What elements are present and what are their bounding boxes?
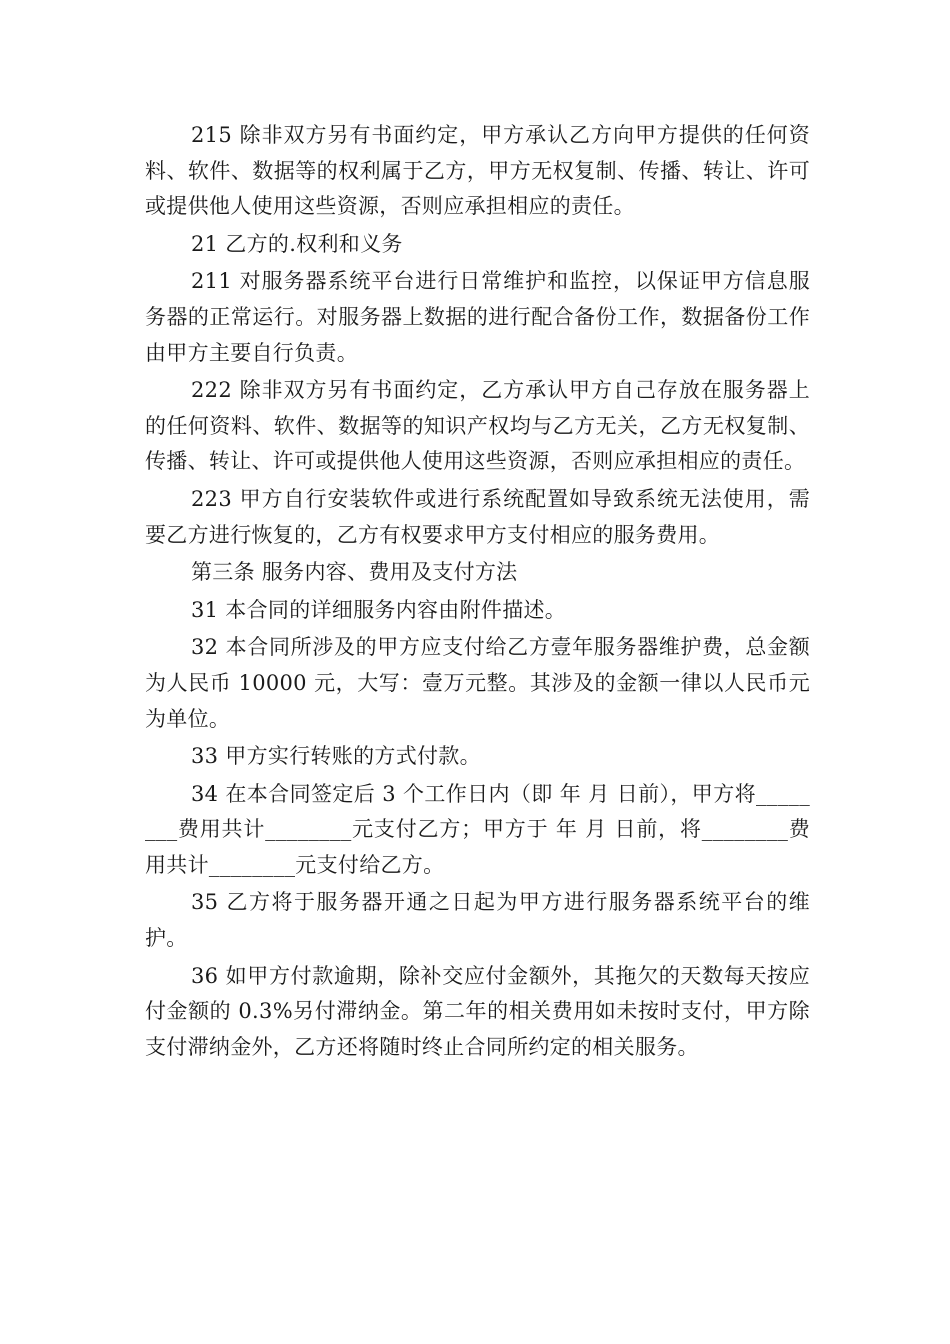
paragraph-2-2-3: 223 甲方自行安装软件或进行系统配置如导致系统无法使用，需要乙方进行恢复的，乙方有权要求甲方支付相应的服务费用。 — [145, 486, 810, 547]
paragraph-3-5: 35 乙方将于服务器开通之日起为甲方进行服务器系统平台的维护。 — [145, 890, 810, 951]
paragraph-2-1-1: 211 对服务器系统平台进行日常维护和监控，以保证甲方信息服务器的正常运行。对服务器上数据的进行配合备份工作，数据备份工作由甲方主要自行负责。 — [145, 269, 810, 365]
paragraph-2-2-2: 222 除非双方另有书面约定，乙方承认甲方自己存放在服务器上的任何资料、软件、数据等的知识产权均与乙方无关，乙方无权复制、传播、转让、许可或提供他人使用这些资源，否则应承担相应的责任。 — [145, 378, 810, 474]
paragraph-3-4: 34 在本合同签定后 3 个工作日内（即 年 月 日前），甲方将________费用共计________元支付乙方；甲方于 年 月 日前，将________费用共计________元支付给乙方。 — [145, 781, 810, 877]
paragraph-2-1-5: 215 除非双方另有书面约定，甲方承认乙方向甲方提供的任何资料、软件、数据等的权利属于乙方，甲方无权复制、传播、转让、许可或提供他人使用这些资源，否则应承担相应的责任。 — [145, 123, 810, 219]
paragraph-3-3: 33 甲方实行转账的方式付款。 — [191, 744, 481, 769]
paragraph-3-2: 32 本合同所涉及的甲方应支付给乙方壹年服务器维护费，总金额为人民币 10000 元，大写：壹万元整。其涉及的金额一律以人民币元为单位。 — [145, 635, 810, 731]
heading-article-3: 第三条 服务内容、费用及支付方法 — [191, 560, 518, 585]
paragraph-3-6: 36 如甲方付款逾期，除补交应付金额外，其拖欠的天数每天按应付金额的 0.3%另付滞纳金。第二年的相关费用如未按时支付，甲方除支付滞纳金外，乙方还将随时终止合同所约定的相关服务。 — [145, 963, 810, 1059]
heading-2-1-party-b-rights: 21 乙方的.权利和义务 — [191, 231, 403, 256]
document-page — [145, 118, 810, 1067]
paragraph-3-1: 31 本合同的详细服务内容由附件描述。 — [191, 597, 567, 622]
